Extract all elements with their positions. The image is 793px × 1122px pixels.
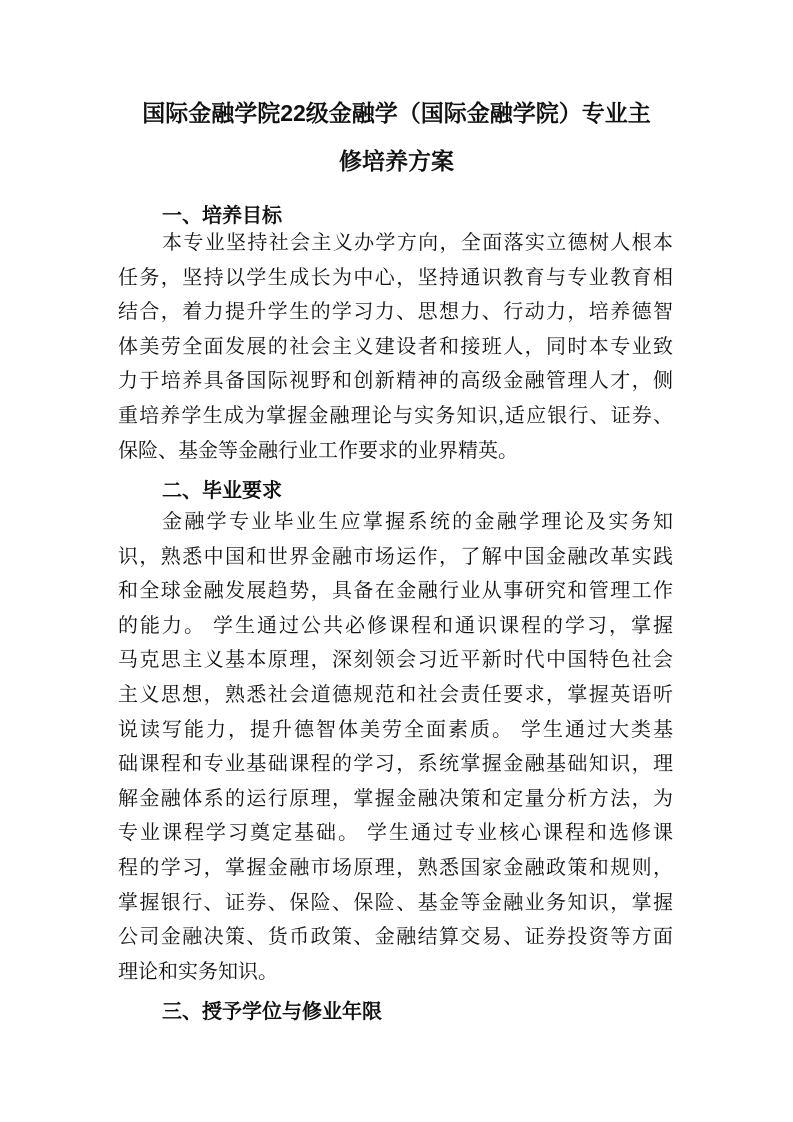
text-line: 主义思想，熟悉社会道德规范和社会责任要求，掌握英语听: [118, 683, 673, 706]
text-line: 程的学习，掌握金融市场原理，熟悉国家金融政策和规则，: [118, 856, 673, 879]
document-title-line-1: 国际金融学院22级金融学（国际金融学院）专业主: [142, 100, 651, 126]
text-line: 专业课程学习奠定基础。 学生通过专业核心课程和选修课: [118, 822, 673, 845]
text-line: 重培养学生成为掌握金融理论与实务知识,适应银行、证券、: [118, 404, 673, 427]
text-line: 础课程和专业基础课程的学习，系统掌握金融基础知识，理: [118, 753, 673, 776]
text-line: 结合，着力提升学生的学习力、思想力、行动力，培养德智: [118, 301, 673, 324]
section-heading-requirements: 二、毕业要求: [162, 480, 282, 502]
text-line: 掌握银行、证券、保险、保险、基金等金融业务知识，掌握: [118, 891, 673, 914]
text-line: 公司金融决策、货币政策、金融结算交易、证券投资等方面: [118, 926, 673, 949]
text-line: 金融学专业毕业生应掌握系统的金融学理论及实务知: [162, 511, 673, 533]
text-line: 说读写能力，提升德智体美劳全面素质。 学生通过大类基: [118, 718, 673, 741]
text-line: 识，熟悉中国和世界金融市场运作，了解中国金融改革实践: [118, 545, 673, 568]
text-line: 马克思主义基本原理，深刻领会习近平新时代中国特色社会: [118, 649, 673, 672]
text-line: 的能力。 学生通过公共必修课程和通识课程的学习，掌握: [118, 614, 673, 637]
section-heading-goals: 一、培养目标: [162, 205, 282, 227]
text-line: 理论和实务知识。: [118, 960, 278, 983]
text-line: 保险、基金等金融行业工作要求的业界精英。: [118, 439, 518, 462]
paragraph-requirements: [118, 505, 673, 989]
text-line: 解金融体系的运行原理，掌握金融决策和定量分析方法，为: [118, 787, 673, 810]
text-line: 本专业坚持社会主义办学方向，全面落实立德树人根本: [162, 232, 673, 254]
text-line: 和全球金融发展趋势，具备在金融行业从事研究和管理工作: [118, 580, 673, 603]
document-title-line-2: 修培养方案: [339, 148, 454, 174]
text-line: 体美劳全面发展的社会主义建设者和接班人，同时本专业致: [118, 335, 673, 358]
text-line: 任务，坚持以学生成长为中心，坚持通识教育与专业教育相: [118, 266, 673, 289]
section-heading-degree: 三、授予学位与修业年限: [162, 1001, 382, 1023]
paragraph-goals: [118, 226, 673, 468]
text-line: 力于培养具备国际视野和创新精神的高级金融管理人才，侧: [118, 370, 673, 393]
